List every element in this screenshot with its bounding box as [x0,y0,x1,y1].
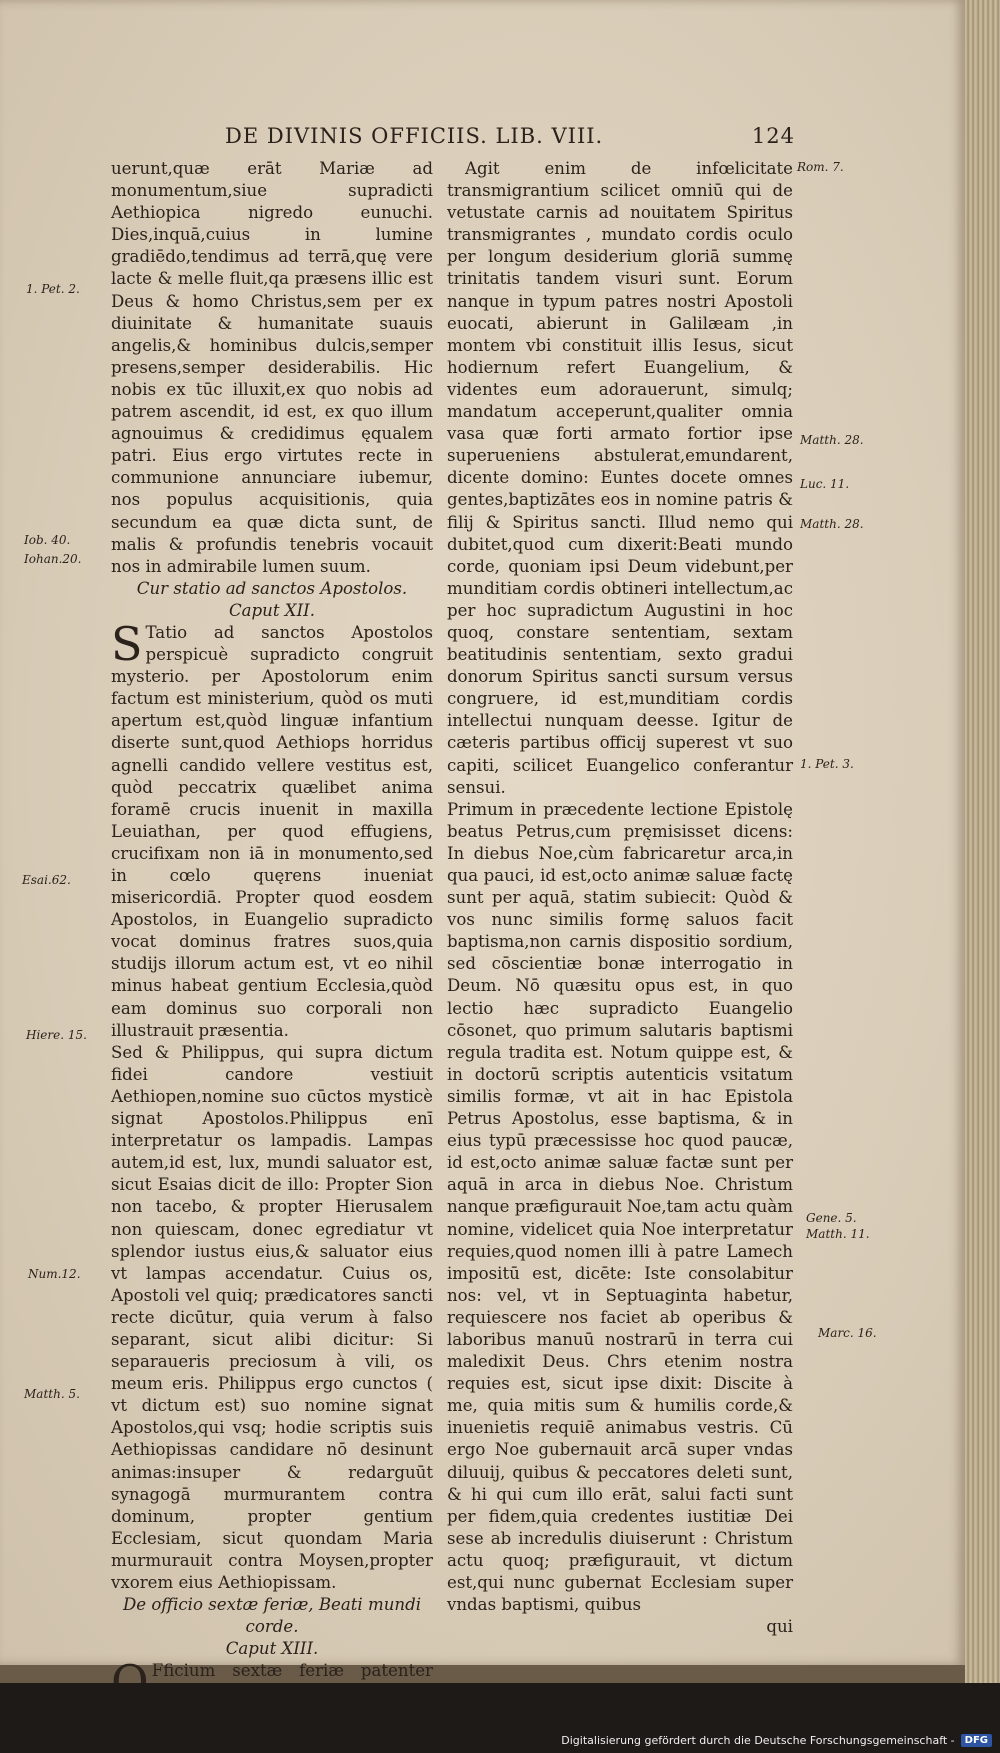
margin-note-right-1: Rom. 7. [797,160,844,174]
page-edges [965,0,1000,1683]
margin-note-right-6: Gene. 5. [806,1211,857,1225]
right-paragraph-1: Agit enim de infœlicitate transmigrantium scilicet omniū qui de vetustate carnis ad nouitatem Spiritus transmigrantes , mundato cordis oculo per longum desiderium gloriā summę trinitatis tandem visuri sunt. Eorum nanque in typum patres nostri Apostoli euocati, abierunt in Galilæam ,in montem vbi constituit illis Iesus, sicut hodiernum refert Euangelium, & videntes eum adorauerunt, simulq; mandatum acceperunt,qualiter omnia vasa quæ forti armato fortior ipse superueniens abstulerat,emundarent, dicente domino: Euntes docete omnes gentes,baptizātes eos in nomine patris & filij & Spiritus sancti. Illud nemo qui dubitet,quod cum dixerit:Beati mundo corde, quoniam ipsi Deum videbunt,per munditiam cordis obtineri intellectum,ac per hoc supradictum Augustini in hoc quoq, constare sententiam, sextam beatitudinis sententiam, sexto gradui donorum Spiritus sancti sursum versus congruere, id est,munditiam cordis intellectui nunquam deesse. Igitur de cæteris partibus officij superest vt suo capiti, scilicet Euangelico conferantur sensui. [447,159,793,797]
left-column [111,158,433,1749]
scan-footer-strip [0,1683,1000,1753]
funding-text: Digitalisierung gefördert durch die Deutsche Forschungsgemeinschaft - [561,1734,955,1747]
left-paragraph-4: Fficium sextæ feriæ patenter [151,1661,433,1681]
margin-note-left-2: Iob. 40. [24,533,71,547]
left-paragraph-1: uerunt,quæ erāt Mariæ ad monumentum,siue supradicti Aethiopica nigredo eunuchi. Dies,inquā,cuius in lumine gradiēdo,tendimus ad terrā,quę vere lacte & melle fluit,qa præsens illic est Deus & homo Christus,sem per ex diuinitate & humanitate suauis angelis,& hominibus dulcis,semper presens,semper desiderabilis. Hic nobis ex tūc illuxit,ex quo nobis ad patrem ascendit, id est, ex quo illum agnouimus & credidimus ęqualem patri. Eius ergo virtutes recte in communione annunciare iubemur, nos populus acquisitionis, quia secundum ea quæ dicta sunt, de malis & profundis tenebris vocauit nos in admirabile lumen suum. [111,159,433,576]
chapter-label-13: Caput XIII. [225,1639,319,1659]
margin-note-left-6: Num.12. [28,1267,81,1281]
section-heading-13: De officio sextæ feriæ, Beati mundi corde. [122,1595,422,1637]
right-column [447,158,793,1638]
margin-note-left-5: Hiere. 15. [26,1028,87,1042]
dfg-logo: DFG [961,1734,992,1747]
chapter-label-12: Caput XII. [228,600,316,620]
section-heading-12: Cur statio ad sanctos Apostolos. [136,578,408,598]
margin-note-left-3: Iohan.20. [24,552,82,566]
margin-note-right-8: Marc. 16. [818,1326,877,1340]
margin-note-right-7: Matth. 11. [806,1227,870,1241]
margin-note-right-3: Luc. 11. [800,477,850,491]
page-number: 124 [751,124,795,148]
margin-note-right-2: Matth. 28. [800,433,864,447]
right-paragraph-2: Primum in præcedente lectione Epistolę beatus Petrus,cum pręmisisset dicens: In diebus Noe,cùm fabricaretur arca,in qua pauci, id est,octo animæ saluæ factę sunt per aquā, statim subiecit: Quòd & vos nunc similis formę saluos facit baptisma,non carnis dispositio sordium, sed cōscientiæ bonæ interrogatio in Deum. Nō quæsitu opus est, in quo lectio hæc supradicto Euangelio cōsonet, quo primum salutaris baptismi regula tradita est. Notum quippe est, & in doctorū scriptis autenticis vsitatum similis formæ, vt ait in hac Epistola Petrus Apostolus, esse baptisma, & in eius typū præcessisse hoc quod paucæ, id est,octo animæ saluæ factæ sunt per aquā in arca in diebus Noe. Christum nanque præfigurauit Noe,tam actu quàm nomine, videlicet quia Noe interpretatur requies,quod nomen illi à patre Lamech impositū est, dicēte: Iste consolabitur nos: vel, vt in Septuaginta habetur, requiescere nos faciet ab operibus & laboribus manuū nostrarū in terra cui maledixit Deus. Chrs etenim nostra requies est, sicut ipse dixit: Discite à me, quia mitis sum & humilis corde,& inuenietis requiē animabus vestris. Cū ergo Noe gubernauit arcā super vndas diluuij, quibus & peccatores deleti sunt, & hi qui cum illo erāt, salui facti sunt per fidem,quia credentes iustitiæ Dei sese ab incredulis diuiserunt : Christum actu quoq; præfigurauit, vt dictum est,qui nunc gubernat Ecclesiam super vndas baptismi, quibus [447,799,793,1615]
margin-note-left-4: Esai.62. [22,873,71,887]
left-paragraph-2: STatio ad sanctos Apostolos perspicuè supradicto congruit mysterio. per Apostolorum enim factum est ministerium, quòd os muti apertum est,quòd linguæ infantium diserte sunt,quod Aethiops horridus agnelli candido vellere vestitus est, quòd peccatrix quælibet anima foramē crucis inuenit in maxilla Leuiathan, per quod effugiens, crucifixam non iā in monumento,sed in cœlo quęrens inueniat misericordiā. Propter quod eosdem Apostolos, in Euangelio supradicto vocat dominus fratres suos,quia studijs illorum actum est, vt eo nihil minus habeat gentium Ecclesia,quòd eam dominus suo corporali non illustrauit præsentia. [111,616,433,1040]
margin-note-left-7: Matth. 5. [24,1387,80,1401]
running-title: DE DIVINIS OFFICIIS. LIB. VIII. [225,124,604,148]
margin-note-right-5: 1. Pet. 3. [800,757,854,771]
funding-notice [561,1734,992,1747]
margin-note-left-1: 1. Pet. 2. [26,282,80,296]
margin-note-right-4: Matth. 28. [800,517,864,531]
catchword: qui [766,1617,793,1637]
left-paragraph-3: Sed & Philippus, qui supra dictum fidei candore vestiuit Aethiopen,nomine suo cūctos mysticè signat Apostolos.Philippus enī interpretatur os lampadis. Lampas autem,id est, lux, mundi saluator est, sicut Esaias dicit de illo: Propter Sion non tacebo, & propter Hierusalem non quiescam, donec egrediatur vt splendor iustus eius,& saluator eius vt lampas accendatur. Cuius os, Apostoli vel quiq; prædicatores sancti recte dicūtur, quia verum à falso separant, sicut alibi dicitur: Si separaueris preciosum à vili, os meum eris. Philippus ergo cunctos ( vt dictum est) suo nomine signat Apostolos,qui vsq; hodie scriptis suis Aethiopissas candidare nō desinunt animas:insuper & redarguūt synagogā murmurantem contra dominum, propter gentium Ecclesiam, sicut quondam Maria murmurauit contra Moysen,propter vxorem eius Aethiopissam. [111,1042,433,1592]
